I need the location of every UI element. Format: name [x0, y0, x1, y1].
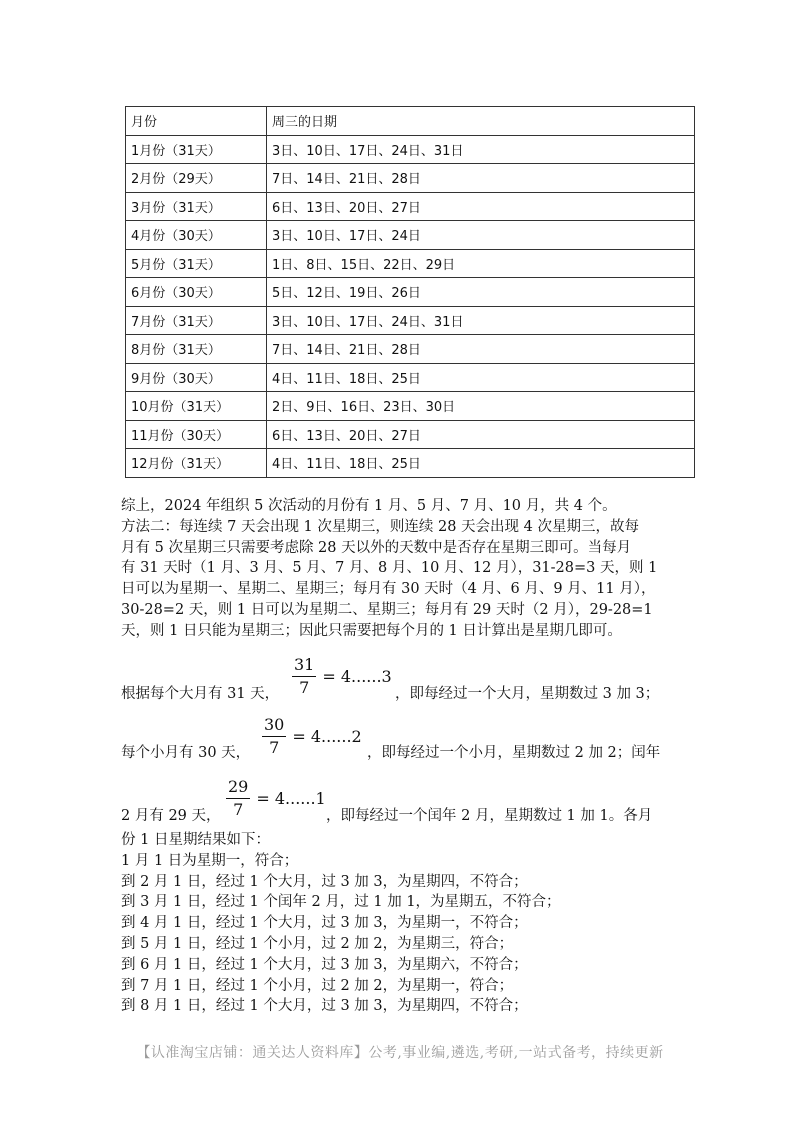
- result-line: 到 8 月 1 日，经过 1 个大月，过 3 加 3，为星期四，不符合；: [121, 998, 528, 1015]
- formula-3-fraction: [226, 778, 250, 819]
- table-cell-dates: 3日、10日、17日、24日、31日: [267, 306, 695, 335]
- table-row: [126, 449, 695, 478]
- table-row: [126, 392, 695, 421]
- formula-2-before: 每个小月有 30 天，: [121, 745, 251, 761]
- formula-2-numerator: 30: [262, 716, 286, 737]
- table-row: [126, 363, 695, 392]
- table-row: [126, 306, 695, 335]
- result-line: 到 3 月 1 日，经过 1 个闰年 2 月，过 1 加 1，为星期五，不符合；: [121, 894, 561, 911]
- method2-line: 月有 5 次星期三只需要考虑除 28 天以外的天数中是否存在星期三即可。当每月: [121, 539, 632, 556]
- table-cell-month: 9月份（30天）: [126, 363, 267, 392]
- summary-line: 综上，2024 年组织 5 次活动的月份有 1 月、5 月、7 月、10 月，共 4 个。: [121, 498, 617, 514]
- method2-line: 天，则 1 日只能为星期三；因此只需要把每个月的 1 日计算出是星期几即可。: [121, 622, 622, 639]
- table-row: [126, 221, 695, 250]
- formula-1-before: 根据每个大月有 31 天，: [121, 686, 280, 702]
- formula-2: [262, 716, 362, 757]
- table-cell-month: 8月份（31天）: [126, 335, 267, 364]
- formula-3-before: 2 月有 29 天，: [121, 808, 221, 824]
- method2-line: 30-28=2 天，则 1 日可以为星期二、星期三；每月有 29 天时（2 月），29-28=1: [121, 601, 653, 618]
- results-text-block: [121, 830, 691, 1017]
- table-cell-month: 1月份（31天）: [126, 135, 267, 164]
- table-header-row: [126, 107, 695, 136]
- table-row: [126, 164, 695, 193]
- table-cell-dates: 6日、13日、20日、27日: [267, 192, 695, 221]
- table-cell-dates: 1日、8日、15日、22日、29日: [267, 249, 695, 278]
- table-cell-month: 2月份（29天）: [126, 164, 267, 193]
- table-cell-month: 3月份（31天）: [126, 192, 267, 221]
- result-line: 到 5 月 1 日，经过 1 个小月，过 2 加 2，为星期三，符合；: [121, 935, 514, 952]
- table-row: [126, 249, 695, 278]
- table-cell-dates: 7日、14日、21日、28日: [267, 164, 695, 193]
- formula-3-after: ，即每经过一个闰年 2 月，星期数过 1 加 1。各月: [326, 808, 653, 824]
- table-cell-month: 12月份（31天）: [126, 449, 267, 478]
- table-cell-dates: 4日、11日、18日、25日: [267, 363, 695, 392]
- table-cell-month: 6月份（30天）: [126, 278, 267, 307]
- table-cell-dates: 7日、14日、21日、28日: [267, 335, 695, 364]
- method2-line: 日可以为星期一、星期二、星期三；每月有 30 天时（4 月、6 月、9 月、11 月），: [121, 581, 656, 598]
- watermark-footer: 【认准淘宝店铺：通关达人资料库】公考,事业编,遴选,考研,一站式备考，持续更新: [136, 1045, 664, 1061]
- formula-3-denominator: 7: [233, 800, 244, 819]
- result-line: 到 6 月 1 日，经过 1 个大月，过 3 加 3，为星期六，不符合；: [121, 956, 528, 973]
- table-cell-dates: 6日、13日、20日、27日: [267, 420, 695, 449]
- result-line: 1 月 1 日为星期一，符合；: [121, 852, 299, 869]
- table-cell-month: 4月份（30天）: [126, 221, 267, 250]
- formula-3-result: = 4......1: [256, 789, 326, 808]
- formula-2-fraction: [262, 716, 286, 757]
- formula-2-result: = 4......2: [292, 727, 362, 746]
- table-cell-dates: 5日、12日、19日、26日: [267, 278, 695, 307]
- table-cell-dates: 2日、9日、16日、23日、30日: [267, 392, 695, 421]
- table-cell-month: 11月份（30天）: [126, 420, 267, 449]
- table-cell-month: 7月份（31天）: [126, 306, 267, 335]
- table-row: [126, 135, 695, 164]
- table-row: [126, 335, 695, 364]
- formula-1: [292, 656, 392, 697]
- formula-3: [226, 778, 326, 819]
- table-cell-dates: 3日、10日、17日、24日: [267, 221, 695, 250]
- formula-1-result: = 4......3: [322, 667, 392, 686]
- formula-1-fraction: [292, 656, 316, 697]
- wednesday-dates-table: [125, 106, 695, 478]
- formula-1-numerator: 31: [292, 656, 316, 677]
- table-cell-dates: 3日、10日、17日、24日、31日: [267, 135, 695, 164]
- result-line: 到 2 月 1 日，经过 1 个大月，过 3 加 3，为星期四，不符合；: [121, 873, 528, 890]
- formula-1-after: ，即每经过一个大月，星期数过 3 加 3；: [395, 686, 660, 702]
- table-cell-dates: 4日、11日、18日、25日: [267, 449, 695, 478]
- table-cell-month: 5月份（31天）: [126, 249, 267, 278]
- method2-line: 方法二：每连续 7 天会出现 1 次星期三，则连续 28 天会出现 4 次星期三，故每: [121, 518, 639, 535]
- result-line: 到 7 月 1 日，经过 1 个小月，过 2 加 2，为星期一，符合；: [121, 977, 514, 994]
- table-row: [126, 278, 695, 307]
- formula-2-after: ，即每经过一个小月，星期数过 2 加 2；闰年: [367, 745, 661, 761]
- table-header-dates: 周三的日期: [267, 107, 695, 136]
- formula-1-denominator: 7: [299, 678, 310, 697]
- method-text-block: [121, 496, 691, 642]
- table-header-month: 月份: [126, 107, 267, 136]
- method2-line: 有 31 天时（1 月、3 月、5 月、7 月、8 月、10 月、12 月），31-28=3 天，则 1: [121, 560, 658, 577]
- table-row: [126, 420, 695, 449]
- formula-2-denominator: 7: [269, 738, 280, 757]
- table-cell-month: 10月份（31天）: [126, 392, 267, 421]
- formula-3-numerator: 29: [226, 778, 250, 799]
- table-row: [126, 192, 695, 221]
- result-line: 份 1 日星期结果如下：: [121, 832, 270, 848]
- result-line: 到 4 月 1 日，经过 1 个大月，过 3 加 3，为星期一，不符合；: [121, 915, 528, 932]
